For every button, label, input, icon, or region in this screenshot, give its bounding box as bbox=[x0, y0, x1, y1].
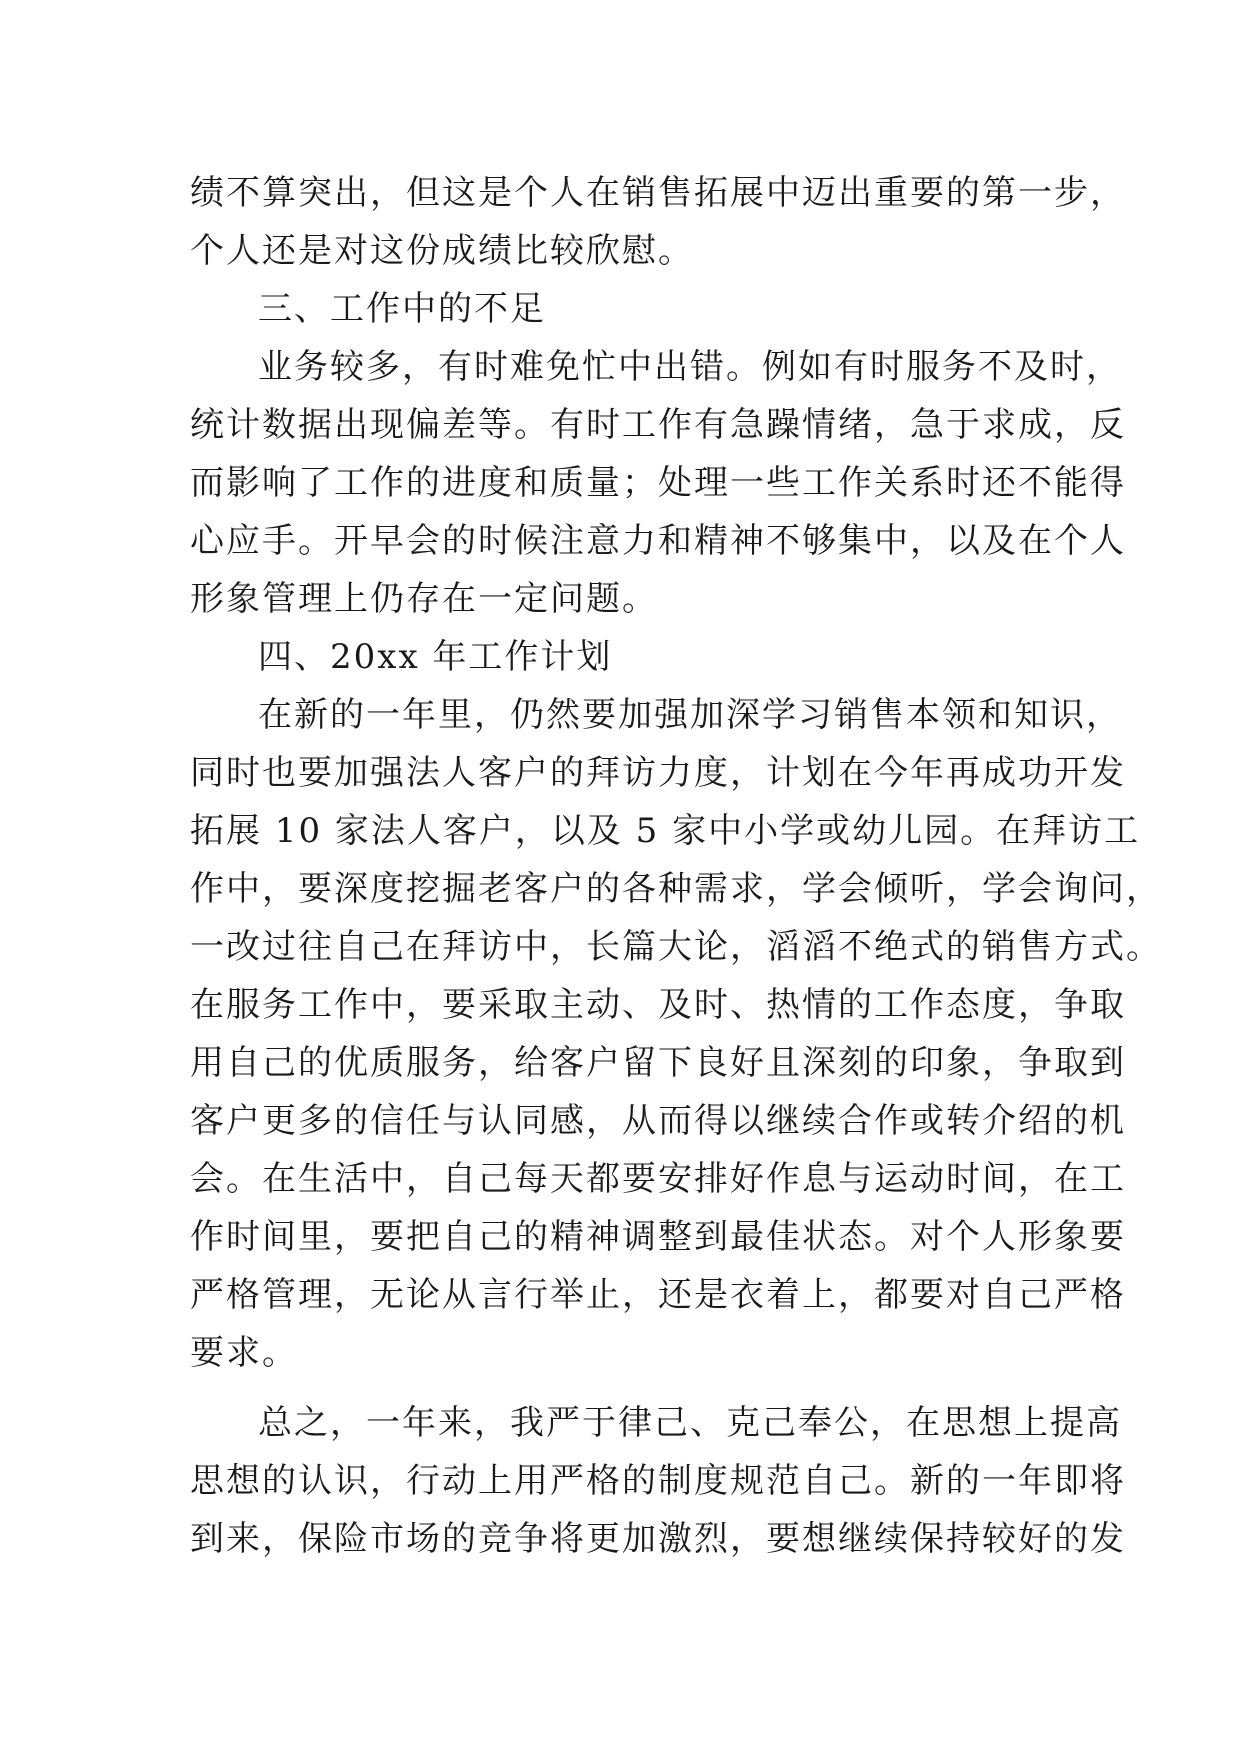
text-line: 到来，保险市场的竞争将更加激烈，要想继续保持较好的发 bbox=[190, 1519, 1126, 1559]
text-line: 绩不算突出，但这是个人在销售拓展中迈出重要的第一步， bbox=[190, 173, 1126, 213]
text-line: 在服务工作中，要采取主动、及时、热情的工作态度，争取 bbox=[190, 985, 1126, 1025]
text-line: 而影响了工作的进度和质量；处理一些工作关系时还不能得 bbox=[190, 463, 1126, 503]
text-line: 拓展 10 家法人客户，以及 5 家中小学或幼儿园。在拜访工 bbox=[190, 811, 1141, 851]
text-line: 总之，一年来，我严于律己、克己奉公，在思想上提高 bbox=[258, 1403, 1122, 1443]
text-line: 会。在生活中，自己每天都要安排好作息与运动时间，在工 bbox=[190, 1159, 1126, 1199]
section-heading-work-plan: 四、20xx 年工作计划 bbox=[258, 637, 613, 677]
text-line: 一改过往自己在拜访中，长篇大论，滔滔不绝式的销售方式。 bbox=[190, 927, 1162, 967]
text-line: 个人还是对这份成绩比较欣慰。 bbox=[190, 231, 694, 271]
text-line: 要求。 bbox=[190, 1333, 298, 1373]
text-line: 心应手。开早会的时候注意力和精神不够集中，以及在个人 bbox=[190, 521, 1126, 561]
text-line: 业务较多，有时难免忙中出错。例如有时服务不及时， bbox=[258, 347, 1122, 387]
text-line: 在新的一年里，仍然要加强加深学习销售本领和知识， bbox=[258, 695, 1122, 735]
text-line: 思想的认识，行动上用严格的制度规范自己。新的一年即将 bbox=[190, 1461, 1126, 1501]
text-line: 用自己的优质服务，给客户留下良好且深刻的印象，争取到 bbox=[190, 1043, 1126, 1083]
section-heading-shortcomings: 三、工作中的不足 bbox=[258, 289, 546, 329]
text-line: 统计数据出现偏差等。有时工作有急躁情绪，急于求成，反 bbox=[190, 405, 1126, 445]
document-body bbox=[190, 164, 1162, 1568]
text-line: 作中，要深度挖掘老客户的各种需求，学会倾听，学会询问， bbox=[190, 869, 1162, 909]
paragraph-work-plan bbox=[190, 686, 1162, 1382]
text-line: 作时间里，要把自己的精神调整到最佳状态。对个人形象要 bbox=[190, 1217, 1126, 1257]
paragraph-sales-result bbox=[190, 164, 1126, 280]
text-line: 客户更多的信任与认同感，从而得以继续合作或转介绍的机 bbox=[190, 1101, 1126, 1141]
text-line: 同时也要加强法人客户的拜访力度，计划在今年再成功开发 bbox=[190, 753, 1126, 793]
paragraph-summary bbox=[190, 1394, 1126, 1568]
paragraph-shortcomings bbox=[190, 338, 1126, 628]
text-line: 形象管理上仍存在一定问题。 bbox=[190, 579, 658, 619]
text-line: 严格管理，无论从言行举止，还是衣着上，都要对自己严格 bbox=[190, 1275, 1126, 1315]
